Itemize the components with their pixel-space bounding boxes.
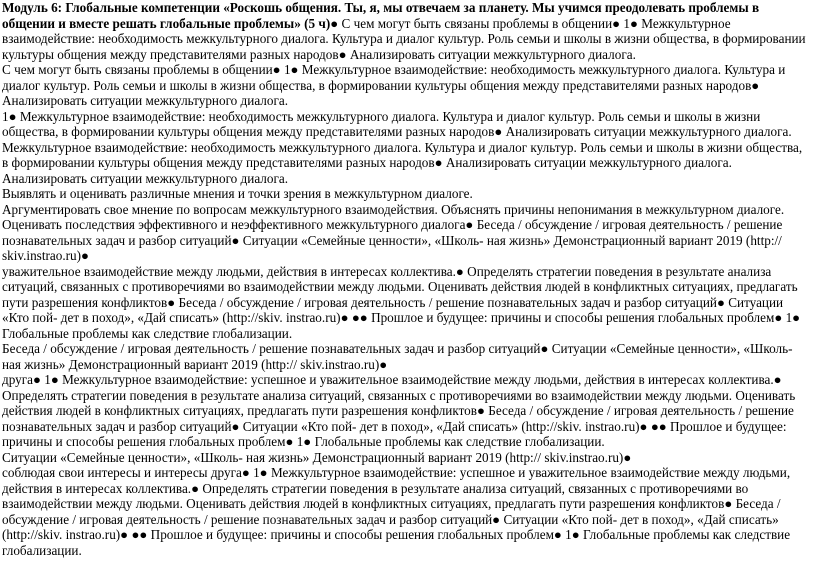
paragraph: Аргументировать свое мнение по вопросам межкультурного взаимодействия. Объяснять причины непонимания в межкультурном диалоге. Оценивать последствия эффективного и неэффективного межкультурного диалога● Беседа / обсуждение / игровая деятельность / решение познавательных задач и разбор ситуаций● Ситуации «Семейные ценности», «Школь- ная жизнь» Демонстрационный вариант 2019 (http:// skiv.instrao.ru)●: [2, 201, 785, 263]
paragraph: друга● 1● Межкультурное взаимодействие: успешное и уважительное взаимодействие между людьми, действия в интересах коллектива.● Определять стратегии поведения в результате анализа ситуаций, связанных с противоречиями во взаимодействии между людьми. Оценивать действия людей в конфликтных ситуациях, предлагать пути разрешения конфликтов● Беседа / обсуждение / игровая деятельность / решение познавательных задач и разбор ситуаций● Ситуации «Кто пой- дет в поход», «Дай списать» (http://skiv. instrao.ru)● ●● Прошлое и будущее: причины и способы решения глобальных проблем● 1● Глобальные проблемы как следствие глобализации.: [2, 372, 796, 449]
paragraph: уважительное взаимодействие между людьми, действия в интересах коллектива.● Определять стратегии поведения в результате анализа ситуаций, связанных с противоречиями во взаимодействии между людьми. Оценивать действия людей в конфликтных ситуациях, предлагать пути разрешения конфликтов● Беседа / обсуждение / игровая деятельность / решение познавательных задач и разбор ситуаций● Ситуации «Кто пой- дет в поход», «Дай списать» (http://skiv. instrao.ru)● ●● Прошлое и будущее: причины и способы решения глобальных проблем● 1● Глобальные проблемы как следствие глобализации.: [2, 263, 801, 341]
paragraph: 1● Межкультурное взаимодействие: необходимость межкультурного диалога. Культура и диалог культур. Роль семьи и школы в жизни общества, в формировании культуры общения между представителями разных народов● Анализировать ситуации межкультурного диалога. Межкультурное взаимодействие: необходимость межкультурного диалога. Культура и диалог культур. Роль семьи и школы в жизни общества, в формировании культуры общения между представителями разных народов● Анализировать ситуации межкультурного диалога. Анализировать ситуации межкультурного диалога.: [2, 108, 803, 186]
paragraph: Беседа / обсуждение / игровая деятельность / решение познавательных задач и разбор ситуаций● Ситуации «Семейные ценности», «Школь- ная жизнь» Демонстрационный вариант 2019 (http:// skiv.instrao.ru)●: [2, 341, 793, 372]
paragraph: соблюдая свои интересы и интересы друга● 1● Межкультурное взаимодействие: успешное и уважительное взаимодействие между людьми, действия в интересах коллектива.● Определять стратегии поведения в результате анализа ситуаций, связанных с противоречиями во взаимодействии между людьми. Оценивать действия людей в конфликтных ситуациях, предлагать пути разрешения конфликтов● Беседа / обсуждение / игровая деятельность / решение познавательных задач и разбор ситуаций● Ситуации «Кто пой- дет в поход», «Дай списать» (http://skiv. instrao.ru)● ●● Прошлое и будущее: причины и способы решения глобальных проблем● 1● Глобальные проблемы как следствие глобализации.: [2, 465, 791, 558]
module-title: Модуль 6: Глобальные компетенции «Роскошь общения. Ты, я, мы отвечаем за планету. Мы учимся преодолевать проблемы в общении и вместе решать глобальные проблемы» (5 ч)●: [2, 0, 760, 31]
paragraph: С чем могут быть связаны проблемы в общении● 1● Межкультурное взаимодействие: необходимость межкультурного диалога. Культура и диалог культур. Роль семьи и школы в жизни общества, в формировании культуры общения между представителями разных народов● Анализировать ситуации межкультурного диалога.: [2, 62, 786, 108]
paragraph-intro: [2, 0, 810, 62]
intro-text: С чем могут быть связаны проблемы в общении● 1● Межкультурное взаимодействие: необходимость межкультурного диалога. Культура и диалог культур. Роль семьи и школы в жизни общества, в формировании культуры общения между представителями разных народов● Анализировать ситуации межкультурного диалога.: [2, 15, 806, 62]
paragraph: Выявлять и оценивать различные мнения и точки зрения в межкультурном диалоге.: [2, 186, 473, 201]
paragraph: Ситуации «Семейные ценности», «Школь- ная жизнь» Демонстрационный вариант 2019 (http:// skiv.instrao.ru)●: [2, 449, 632, 465]
